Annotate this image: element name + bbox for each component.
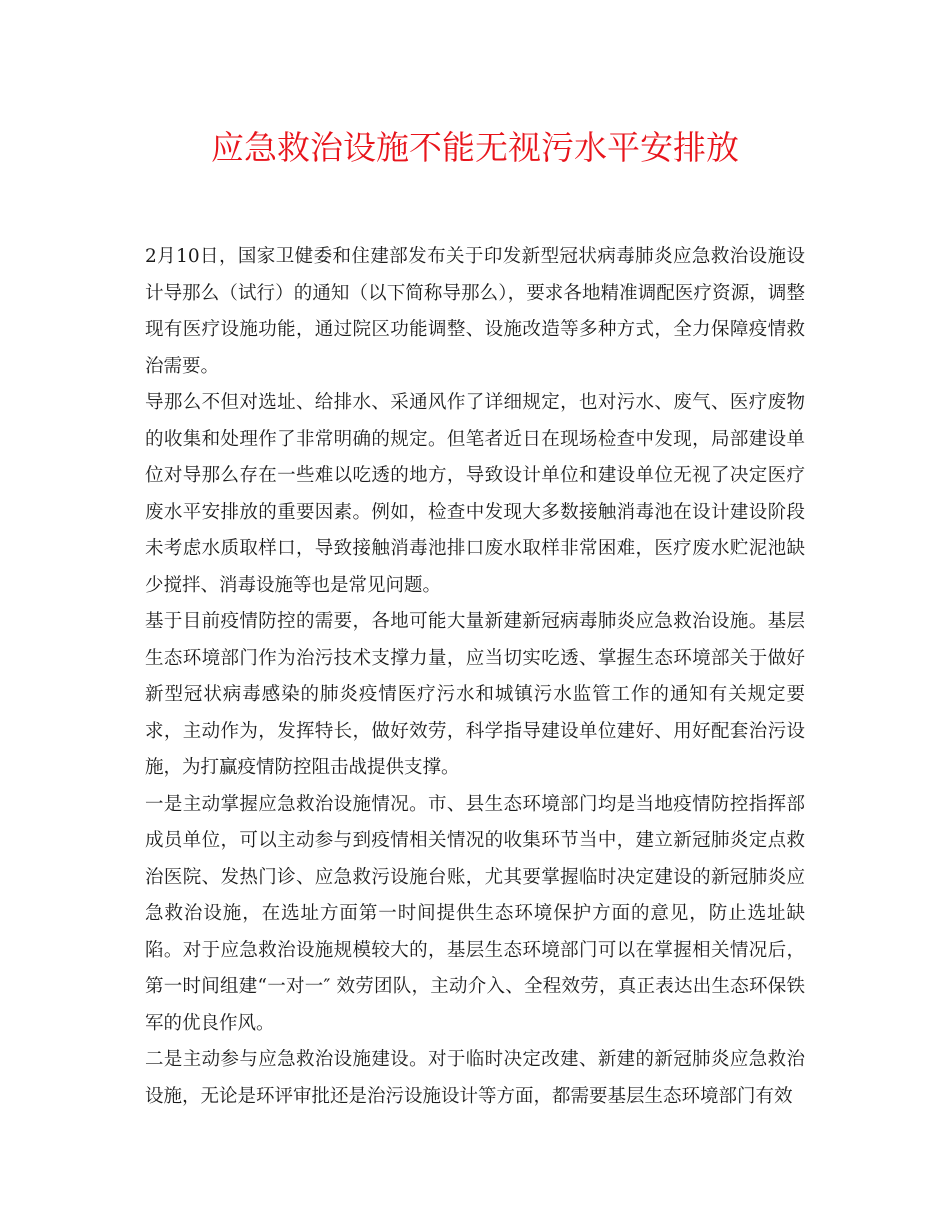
paragraph-2: 导那么不但对选址、给排水、采通风作了详细规定，也对污水、废气、医疗废物的收集和处理作了非常明确的规定。但笔者近日在现场检查中发现，局部建设单位对导那么存在一些难以吃透的地方，导致设计单位和建设单位无视了决定医疗废水平安排放的重要因素。例如，检查中发现大多数接触消毒池在设计建设阶段未考虑水质取样口，导致接触消毒池排口废水取样非常困难，医疗废水贮泥池缺少搅拌、消毒设施等也是常见问题。	[145, 392, 805, 596]
paragraph-5: 二是主动参与应急救治设施建设。对于临时决定改建、新建的新冠肺炎应急救治设施，无论是环评审批还是治污设施设计等方面，都需要基层生态环境部门有效	[145, 1049, 805, 1107]
paragraph-4: 一是主动掌握应急救治设施情况。市、县生态环境部门均是当地疫情防控指挥部成员单位，可以主动参与到疫情相关情况的收集环节当中，建立新冠肺炎定点救治医院、发热门诊、应急救污设施台账，尤其要掌握临时决定建设的新冠肺炎应急救治设施，在选址方面第一时间提供生态环境保护方面的意见，防止选址缺陷。对于应急救治设施规模较大的，基层生态环境部门可以在掌握相关情况后，第一时间组建“一对一″ 效劳团队，主动介入、全程效劳，真正表达出生态环保铁军的优良作风。	[145, 793, 805, 1034]
document-title: 应急救治设施不能无视污水平安排放	[211, 128, 739, 167]
paragraph-1: 2月10日，国家卫健委和住建部发布关于印发新型冠状病毒肺炎应急救治设施设计导那么（试行）的通知（以下简称导那么），要求各地精准调配医疗资源，调整现有医疗设施功能，通过院区功能调整、设施改造等多种方式，全力保障疫情救治需要。	[145, 246, 805, 377]
paragraph-3: 基于目前疫情防控的需要，各地可能大量新建新冠病毒肺炎应急救治设施。基层生态环境部门作为治污技术支撑力量，应当切实吃透、掌握生态环境部关于做好新型冠状病毒感染的肺炎疫情医疗污水和城镇污水监管工作的通知有关规定要求，主动作为，发挥特长，做好效劳，科学指导建设单位建好、用好配套治污设施，为打赢疫情防控阻击战提供支撑。	[145, 611, 805, 778]
document-body	[145, 239, 805, 1115]
